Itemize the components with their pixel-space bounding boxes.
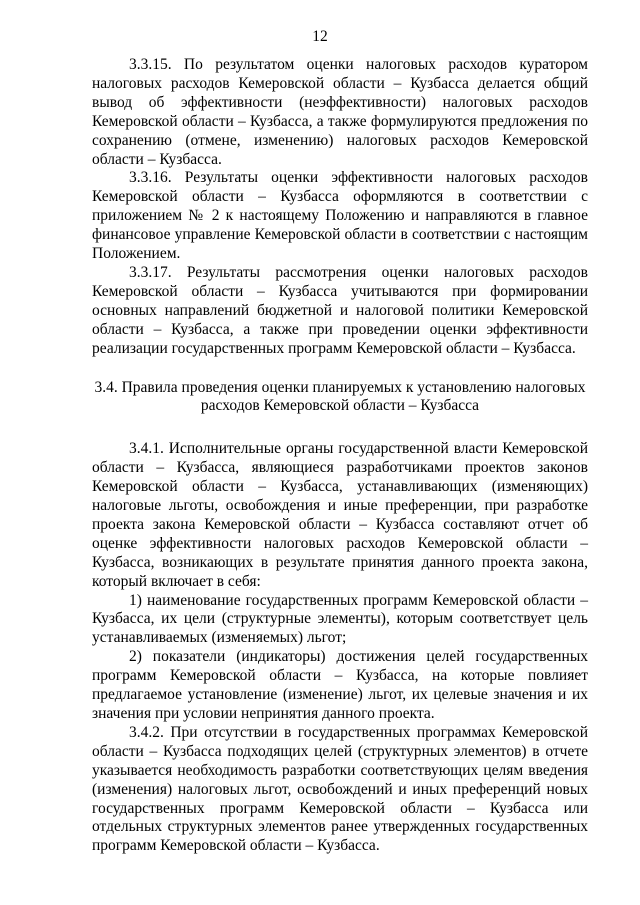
- list-item-2: 2) показатели (индикаторы) достижения целей государственных программ Кемеровской области – Кузбасса, на которые повлияет предлагаемое установление (изменение) льгот, их целевые значения и их значения при условии непринятия данного проекта.: [92, 648, 588, 722]
- document-body: [92, 56, 588, 856]
- paragraph-3-4-2: 3.4.2. При отсутствии в государственных программах Кемеровской области – Кузбасса подходящих целей (структурных элементов) в отчете указывается необходимость разработки соответствующих целям введения (изменения) налоговых льгот, освобождений и иных преференций новых государственных программ Кемеровской области – Кузбасса или отдельных структурных элементов ранее утвержденных государственных программ Кемеровской области – Кузбасса.: [92, 723, 588, 855]
- list-item-1: 1) наименование государственных программ Кемеровской области – Кузбасса, их цели (структурные элементы), которым соответствует цель устанавливаемых (изменяемых) льгот;: [92, 591, 588, 647]
- section-heading-3-4: 3.4. Правила проведения оценки планируемых к установлению налоговых расходов Кемеровской области – Кузбасса: [94, 378, 586, 415]
- paragraph-3-3-16: 3.3.16. Результаты оценки эффективности налоговых расходов Кемеровской области – Кузбасса оформляются в соответствии с приложением № 2 к настоящему Положению и направляются в главное финансовое управление Кемеровской области в соответствии с настоящим Положением.: [92, 169, 588, 263]
- paragraph-3-3-17: 3.3.17. Результаты рассмотрения оценки налоговых расходов Кемеровской области – Кузбасса учитываются при формировании основных направлений бюджетной и налоговой политики Кемеровской области – Кузбасса, а также при проведении оценки эффективности реализации государственных программ Кемеровской области – Кузбасса.: [92, 263, 588, 357]
- page-number: 12: [312, 28, 328, 45]
- paragraph-3-4-1: 3.4.1. Исполнительные органы государственной власти Кемеровской области – Кузбасса, являющиеся разработчиками проектов законов Кемеровской области – Кузбасса, устанавливающих (изменяющих) налоговые льготы, освобождения и иные преференции, при разработке проекта закона Кемеровской области – Кузбасса составляют отчет об оценке эффективности налоговых расходов Кемеровской области – Кузбасса, возникающих в результате принятия данного проекта закона, который включает в себя:: [92, 440, 588, 590]
- paragraph-3-3-15: 3.3.15. По результатом оценки налоговых расходов куратором налоговых расходов Кемеровской области – Кузбасса делается общий вывод об эффективности (неэффективности) налоговых расходов Кемеровской области – Кузбасса, а также формулируются предложения по сохранению (отмене, изменению) налоговых расходов Кемеровской области – Кузбасса.: [92, 56, 588, 168]
